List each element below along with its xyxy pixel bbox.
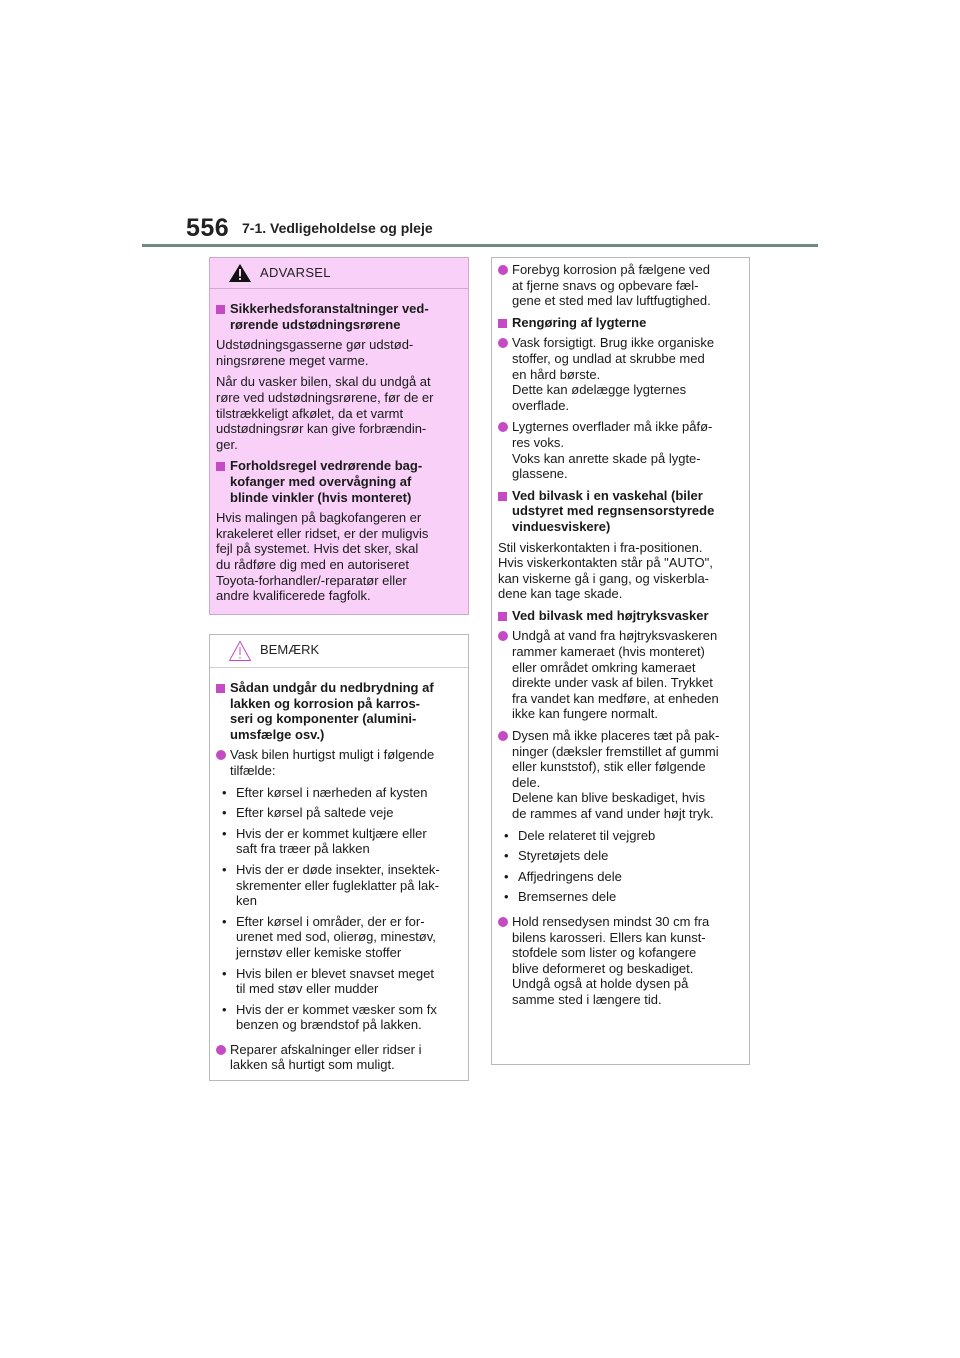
heading-pressure-washer: Ved bilvask med højtryksvasker: [498, 608, 743, 624]
square-bullet-icon: [498, 319, 507, 328]
list-item: Forebyg korrosion på fælgene ved at fjerne snavs og opbevare fæl- gene et sted med lav luftfugtighed.: [498, 262, 743, 309]
round-bullet-icon: [498, 265, 508, 275]
warning-box: [209, 257, 469, 615]
warning-heading-exhaust: Sikkerhedsforanstaltninger ved- rørende udstødningsrørene: [216, 301, 462, 332]
heading-lights: Rengøring af lygterne: [498, 315, 743, 331]
list-item: Dysen må ikke placeres tæt på pak- ninger (dæksler fremstillet af gummi eller kunststof), stik eller følgende dele. Delene kan blive beskadiget, hvis de rammes af vand under højt tryk.: [498, 728, 743, 822]
warning-heading-bumper: Forholdsregel vedrørende bag- kofanger med overvågning af blinde vinkler (hvis monteret): [216, 458, 462, 505]
dash-item: • Affjedringens dele: [504, 868, 622, 884]
note-label: BEMÆRK: [260, 642, 320, 657]
warning-paragraph: Hvis malingen på bagkofangeren er krakeleret eller ridset, er der muligvis fejl på systemet. Hvis det sker, skal du rådføre dig med en autoriseret Toyota-forhandler/-reparatør eller andre kvalificerede fagfolk.: [216, 510, 429, 604]
dash-item: • Bremsernes dele: [504, 889, 617, 905]
round-bullet-icon: [498, 422, 508, 432]
dash-item: • Hvis der er kommet kultjære eller saft fra træer på lakken: [222, 825, 427, 857]
warning-paragraph: Udstødningsgasserne gør udstød- ningsrørene meget varme.: [216, 337, 414, 368]
round-bullet-icon: [498, 338, 508, 348]
list-item: Vask forsigtigt. Brug ikke organiske stoffer, og undlad at skrubbe med en hård børste. Dette kan ødelægge lygternes overflade.: [498, 335, 743, 413]
dash-item: • Efter kørsel i nærheden af kysten: [222, 784, 428, 800]
round-bullet-icon: [498, 917, 508, 927]
note-continued-box: [491, 257, 750, 1065]
square-bullet-icon: [498, 492, 507, 501]
round-bullet-icon: [498, 631, 508, 641]
square-bullet-icon: [216, 462, 225, 471]
dash-item: • Efter kørsel i områder, der er for- urenet med sod, olierøg, minestøv, jernstøv eller kemiske stoffer: [222, 913, 436, 960]
page-number: 556: [186, 214, 230, 242]
paragraph: Stil viskerkontakten i fra-positionen. Hvis viskerkontakten står på "AUTO", kan viskerne gå i gang, og viskerbla- dene kan tage skade.: [498, 539, 713, 602]
list-item: Reparer afskalninger eller ridser i lakken så hurtigt som muligt.: [216, 1042, 462, 1073]
round-bullet-icon: [216, 1045, 226, 1055]
dash-item: • Hvis der er døde insekter, insektek- skrementer eller fugleklatter på lak- ken: [222, 861, 440, 909]
dash-item: • Hvis der er kommet væsker som fx benzen og brændstof på lakken.: [222, 1001, 437, 1033]
warning-triangle-icon: [228, 263, 252, 283]
square-bullet-icon: [216, 305, 225, 314]
warning-label: ADVARSEL: [260, 265, 331, 280]
note-box: [209, 634, 469, 1081]
caution-triangle-icon: [228, 640, 252, 662]
dash-item: • Efter kørsel på saltede veje: [222, 805, 394, 821]
list-item: Hold rensedysen mindst 30 cm fra bilens karosseri. Ellers kan kunst- stofdele som lister og kofangere blive deformeret og beskadiget. Undgå også at holde dysen på samme sted i længere tid.: [498, 914, 743, 1008]
dash-item: • Styretøjets dele: [504, 848, 609, 864]
note-header: [210, 635, 468, 668]
dash-item: • Dele relateret til vejgreb: [504, 827, 656, 843]
round-bullet-icon: [216, 750, 226, 760]
square-bullet-icon: [498, 612, 507, 621]
note-heading: Sådan undgår du nedbrydning af lakken og korrosion på karros- seri og komponenter (alumini- umsfælge osv.): [216, 680, 462, 742]
round-bullet-icon: [498, 731, 508, 741]
header-rule: [142, 244, 818, 247]
list-item: Vask bilen hurtigst muligt i følgende tilfælde:: [216, 747, 462, 778]
heading-car-wash: Ved bilvask i en vaskehal (biler udstyret med regnsensorstyrede vinduesviskere): [498, 488, 743, 535]
section-title: 7-1. Vedligeholdelse og pleje: [242, 220, 433, 236]
page-header: [186, 214, 818, 246]
square-bullet-icon: [216, 684, 225, 693]
warning-paragraph: Når du vasker bilen, skal du undgå at røre ved udstødningsrørene, før de er tilstrækkeligt afkølet, da et varmt udstødningsrør kan give forbrændin- ger.: [216, 374, 434, 452]
list-item: Lygternes overflader må ikke påfø- res voks. Voks kan anrette skade på lygte- glassene.: [498, 419, 743, 481]
list-item: Undgå at vand fra højtryksvaskeren rammer kameraet (hvis monteret) eller området omkring kameraet direkte under vask af bilen. Trykket fra vandet kan medføre, at enheden ikke kan fungere normalt.: [498, 628, 743, 722]
dash-item: • Hvis bilen er blevet snavset meget til med støv eller mudder: [222, 965, 434, 997]
warning-header: [210, 258, 468, 289]
